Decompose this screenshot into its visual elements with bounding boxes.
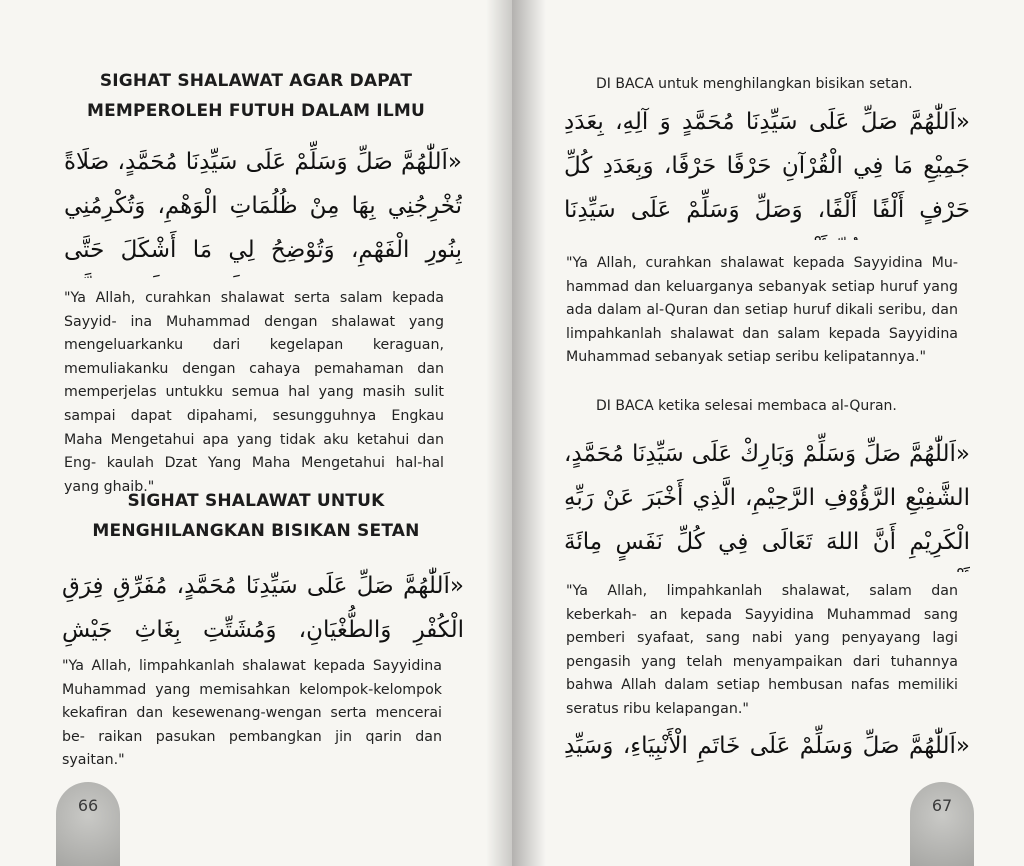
page-number-tab xyxy=(56,782,120,866)
heading-line: MENGHILANGKAN BISIKAN SETAN xyxy=(92,521,420,541)
arabic-prayer-bisikan: «اَللّٰهُمَّ صَلِّ عَلَى سَيِّدِنَا مُحَمَّدٍ، مُفَرِّقِ فِرَقِ الْكُفْرِ وَالطُّغْيَانِ، وَمُشَتِّتِ بِغَاثِ جَيْشِ xyxy=(62,573,464,643)
arabic-prayer-partial: «اَللّٰهُمَّ صَلِّ وَسَلِّمْ عَلَى خَاتَمِ الْأَنْبِيَاءِ، وَسَيِّدِ xyxy=(564,733,970,759)
page-number-tab xyxy=(910,782,974,866)
arabic-prayer-futuh: «اَللّٰهُمَّ صَلِّ وَسَلِّمْ عَلَى سَيِّدِنَا مُحَمَّدٍ، صَلَاةً تُخْرِجُنِي بِهَا مِنْ ظُلُمَاتِ الْوَهْمِ، وَتُكْرِمُنِي بِنُورِ الْفَهْمِ، وَتُوْضِحُ لِي مَا أَشْكَلَ حَتَّى xyxy=(64,149,462,263)
heading-line: SIGHAT SHALAWAT UNTUK xyxy=(127,491,385,511)
translation-after-quran: "Ya Allah, limpahkanlah shalawat, salam dan keberkah- an kepada Sayyidina Muhammad sang pemberi syafaat, sang nabi yang penyayang lagi pengasih yang telah menyampaikan dari tuhannya bahwa Allah dalam setiap hembusan nafas memiliki seratus ribu kelapangan." xyxy=(566,583,958,717)
book-gutter-shadow xyxy=(486,0,512,866)
translation-futuh: "Ya Allah, curahkan shalawat serta salam kepada Sayyid- ina Muhammad dengan shalawat yang mengeluarkanku dari kegelapan keraguan, memuliakanku dengan cahaya pemahaman dan memperjelas untukku semua hal yang masih sulit sampai dapat dipahami, sesungguhnya Engkau Maha Mengetahui apa yang tidak aku ketahui dan Eng- kaulah Dzat Yang Maha Mengetahui hal-hal yang ghaib." xyxy=(64,290,444,495)
arabic-prayer-after-quran: «اَللّٰهُمَّ صَلِّ وَسَلِّمْ وَبَارِكْ عَلَى سَيِّدِنَا مُحَمَّدٍ، الشَّفِيْعِ الرَّؤُوْفِ الرَّحِيْمِ، الَّذِي أَخْبَرَ عَنْ رَبِّهِ الْكَرِيْمِ أَنَّ اللهَ تَعَالَى فِي كُلِّ نَفَسٍ مِائَةَ xyxy=(564,441,970,555)
translation-bisikan: "Ya Allah, limpahkanlah shalawat kepada Sayyidina Muhammad yang memisahkan kelompok-kelompok kekafiran dan kesewenang-wengan serta mencerai be- raikan pasukan pembangkan jin qarin dan syaitan." xyxy=(62,658,442,769)
page-number: 66 xyxy=(77,796,99,815)
heading-futuh xyxy=(70,66,442,126)
heading-bisikan-setan xyxy=(70,486,442,546)
book-gutter-shadow xyxy=(512,0,546,866)
right-page xyxy=(512,0,1024,866)
instruction-bisikan: DI BACA untuk menghilangkan bisikan setan. xyxy=(596,76,913,92)
instruction-after-quran: DI BACA ketika selesai membaca al-Quran. xyxy=(596,398,897,414)
arabic-prayer-quran-letters: «اَللّٰهُمَّ صَلِّ عَلَى سَيِّدِنَا مُحَمَّدٍ وَ آلِهِ، بِعَدَدِ جَمِيْعِ مَا فِي الْقُرْآنِ حَرْفًا حَرْفًا، وَبِعَدَدِ كُلِّ حَرْفٍ أَلْفًا أَلْفًا، وَصَلِّ وَسَلِّمْ عَلَى سَيِّدِنَا xyxy=(564,109,970,223)
page-number: 67 xyxy=(931,796,953,815)
heading-line: SIGHAT SHALAWAT AGAR DAPAT xyxy=(99,71,413,91)
translation-quran-letters: "Ya Allah, curahkan shalawat kepada Sayyidina Mu- hammad dan keluarganya sebanyak setiap huruf yang ada dalam al-Quran dan setiap huruf dikali seribu, dan limpahkanlah shalawat dan salam kepada Sayyidina Muhammad sebanyak setiap seribu kelipatannya." xyxy=(566,255,958,366)
heading-line: MEMPEROLEH FUTUH DALAM ILMU xyxy=(87,101,425,121)
